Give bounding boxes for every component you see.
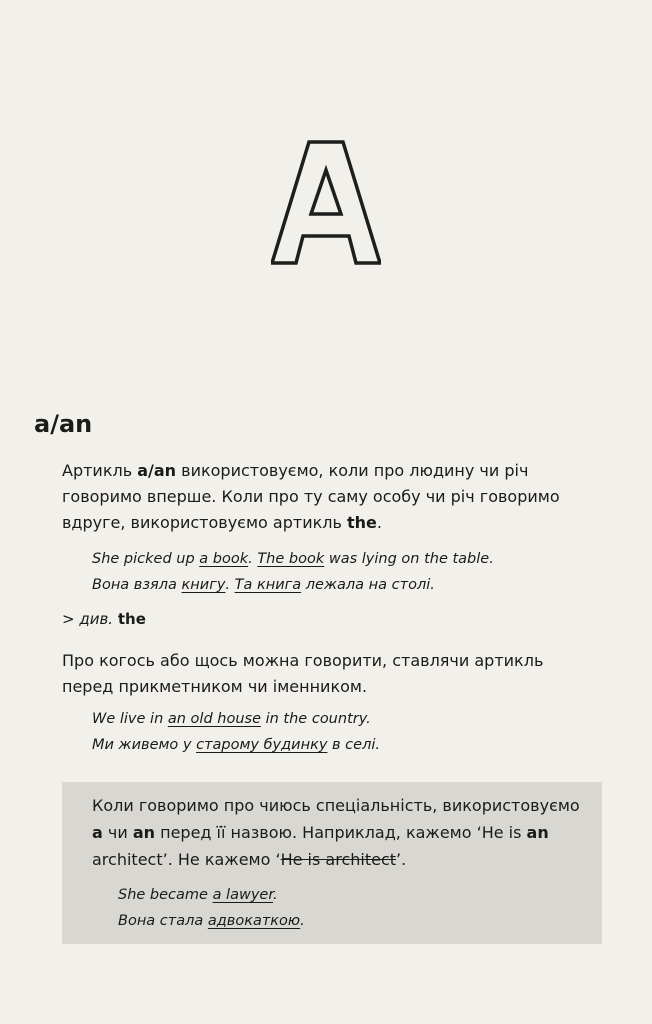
example-house-english: We live in an old house in the country.: [92, 711, 371, 727]
example-house-ukrainian: Ми живемо у старому будинку в селі.: [92, 737, 380, 753]
outlined-letter-a: [271, 140, 381, 265]
example-book-english: She picked up a book. The book was lying on the table.: [92, 551, 494, 567]
profession-note-text: Коли говоримо про чиюсь спеціальність, використовуємо a чи an перед її назвою. Наприклад, кажемо ‘He is an architect’. Не кажемо ‘He is architect’.: [92, 796, 580, 869]
paragraph-adjective-noun: Про когось або щось можна говорити, ставлячи артикль перед прикметником чи іменником.: [62, 651, 544, 696]
example-lawyer-english: She became a lawyer.: [118, 887, 278, 903]
paragraph-first-mention: Артикль a/an використовуємо, коли про людину чи річ говоримо вперше. Коли про ту саму особу чи річ говоримо вдруге, використовуємо артикль the.: [62, 461, 560, 532]
term-a-an: a/an: [137, 461, 177, 480]
entry-heading: a/an: [34, 410, 93, 438]
example-lawyer-ukrainian: Вона стала адвокаткою.: [118, 913, 305, 929]
section-letter-graphic: [0, 140, 652, 280]
cross-reference: > див. the: [62, 610, 146, 628]
profession-note-box: [62, 782, 602, 944]
example-book-ukrainian: Вона взяла книгу. Та книга лежала на столі.: [92, 577, 435, 593]
cross-reference-target: the: [117, 610, 146, 628]
term-the: the: [347, 513, 377, 532]
incorrect-usage: He is architect: [280, 850, 397, 869]
